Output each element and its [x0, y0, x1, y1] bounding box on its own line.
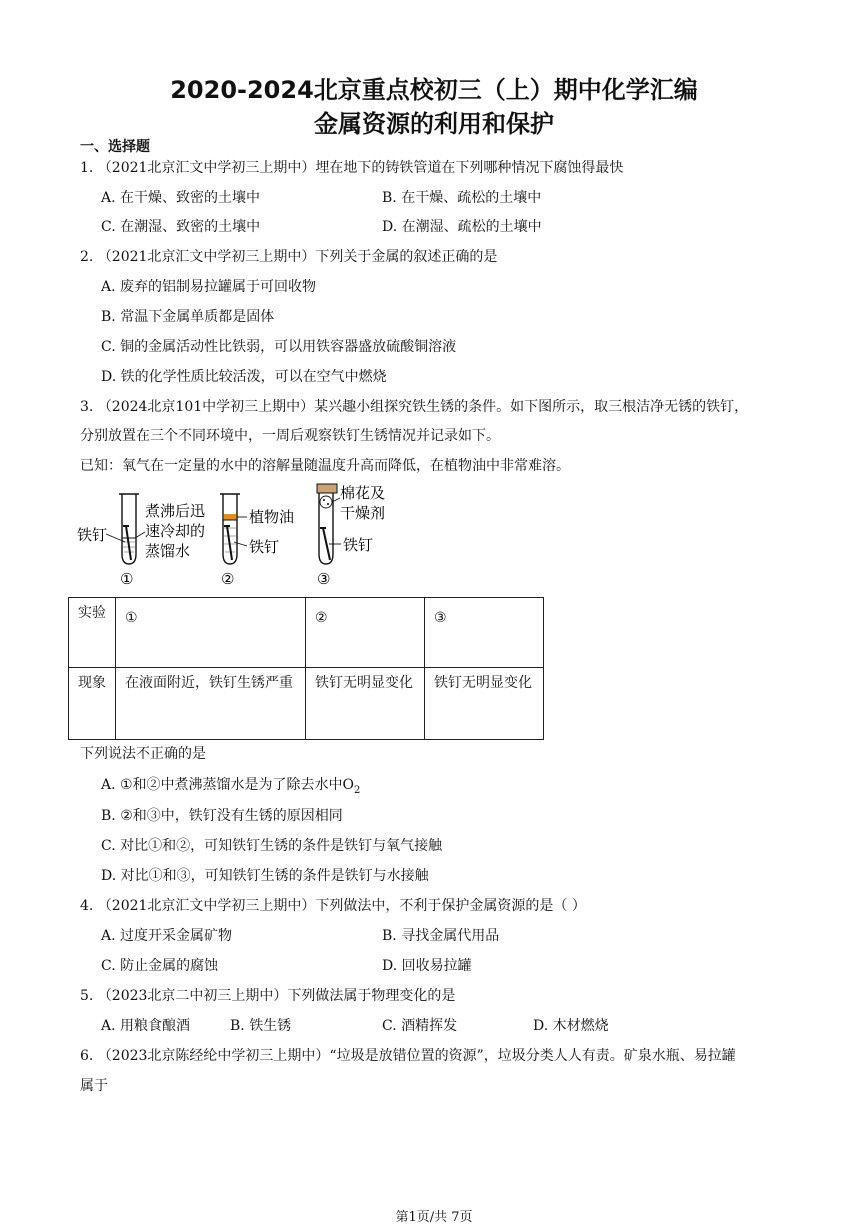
table-row-phenomenon	[69, 668, 544, 740]
tube3-cotton-label-2: 干燥剂	[340, 504, 386, 522]
table-cell: ③	[425, 598, 544, 668]
q4-option-d: D. 回收易拉罐	[382, 958, 472, 974]
tube3-nail-label: 铁钉	[343, 536, 374, 554]
q5-option-b: B. 铁生锈	[230, 1018, 292, 1034]
q3-option-a	[101, 774, 360, 796]
table-cell: ①	[116, 598, 306, 668]
q1-stem: 1. （2021北京汇文中学初三上期中）埋在地下的铸铁管道在下列哪种情况下腐蚀得最快	[80, 160, 624, 176]
q5-option-a: A. 用粮食酿酒	[101, 1018, 191, 1034]
q3-stem-line1: 3. （2024北京101中学初三上期中）某兴趣小组探究铁生锈的条件。如下图所示，取三根洁净无锈的铁钉，	[80, 399, 749, 415]
tube-1	[77, 494, 205, 588]
q1-option-c: C. 在潮湿、致密的土壤中	[101, 219, 261, 235]
q2-option-d: D. 铁的化学性质比较活泼，可以在空气中燃烧	[101, 369, 387, 385]
q2-option-c: C. 铜的金属活动性比铁弱，可以用铁容器盛放硫酸铜溶液	[101, 339, 457, 355]
table-cell: 铁钉无明显变化	[306, 668, 425, 740]
tube3-cotton-label-1: 棉花及	[340, 484, 386, 502]
q1-option-b: B. 在干燥、疏松的土壤中	[382, 190, 542, 206]
section-heading: 一、选择题	[80, 139, 150, 155]
table-cell: 铁钉无明显变化	[425, 668, 544, 740]
q3-stem-line2: 分别放置在三个不同环境中，一周后观察铁钉生锈情况并记录如下。	[80, 428, 500, 444]
tube1-number: ①	[120, 570, 134, 588]
q3-option-b: B. ②和③中，铁钉没有生锈的原因相同	[101, 808, 343, 824]
q5-option-c: C. 酒精挥发	[382, 1018, 458, 1034]
q2-option-b: B. 常温下金属单质都是固体	[101, 309, 275, 325]
tube-3	[317, 484, 385, 588]
document-title-line1: 2020-2024北京重点校初三（上）期中化学汇编	[170, 76, 698, 104]
document-title-line2: 金属资源的利用和保护	[314, 110, 554, 138]
tube2-nail-label: 铁钉	[249, 538, 280, 556]
test-tube-figure	[75, 480, 405, 588]
q4-option-a: A. 过度开采金属矿物	[101, 928, 233, 944]
tube-2	[220, 494, 294, 588]
q3-option-a-subscript: 2	[354, 784, 361, 796]
q1-option-d: D. 在潮湿、疏松的土壤中	[382, 219, 542, 235]
table-head-experiment: 实验	[69, 598, 116, 668]
q3-known: 已知：氧气在一定量的水中的溶解量随温度升高而降低，在植物油中非常难溶。	[80, 458, 570, 474]
q1-option-a: A. 在干燥、致密的土壤中	[101, 190, 261, 206]
q4-stem: 4. （2021北京汇文中学初三上期中）下列做法中，不利于保护金属资源的是（ ）	[80, 898, 586, 914]
tube2-oil-label: 植物油	[249, 508, 295, 526]
tube3-number: ③	[317, 570, 331, 588]
tube1-water-label-3: 蒸馏水	[145, 542, 191, 560]
table-cell: 在液面附近，铁钉生锈严重	[116, 668, 306, 740]
q6-stem-line1: 6. （2023北京陈经纶中学初三上期中）“垃圾是放错位置的资源”，垃圾分类人人有责。矿泉水瓶、易拉罐	[80, 1048, 736, 1064]
q5-stem: 5. （2023北京二中初三上期中）下列做法属于物理变化的是	[80, 988, 456, 1004]
table-cell: ②	[306, 598, 425, 668]
q2-option-a: A. 废弃的铝制易拉罐属于可回收物	[101, 279, 317, 295]
q3-option-c: C. 对比①和②，可知铁钉生锈的条件是铁钉与氧气接触	[101, 838, 443, 854]
q5-option-d: D. 木材燃烧	[533, 1018, 609, 1034]
table-row-experiment	[69, 598, 544, 668]
q3-option-d: D. 对比①和③，可知铁钉生锈的条件是铁钉与水接触	[101, 868, 429, 884]
table-head-phenomenon: 现象	[69, 668, 116, 740]
q2-stem: 2. （2021北京汇文中学初三上期中）下列关于金属的叙述正确的是	[80, 249, 498, 265]
experiment-table	[68, 597, 544, 740]
q4-option-b: B. 寻找金属代用品	[382, 928, 500, 944]
page-footer: 第1页/共 7页	[395, 1210, 473, 1225]
tube1-water-label-2: 速冷却的	[145, 522, 206, 540]
tube1-water-label-1: 煮沸后迅	[145, 502, 206, 520]
tube2-number: ②	[221, 570, 235, 588]
tube1-nail-label: 铁钉	[77, 526, 108, 544]
q3-option-a-text: A. ①和②中煮沸蒸馏水是为了除去水中O	[101, 777, 355, 793]
q4-option-c: C. 防止金属的腐蚀	[101, 958, 219, 974]
q6-stem-line2: 属于	[80, 1078, 108, 1094]
q3-ask: 下列说法不正确的是	[80, 746, 206, 762]
